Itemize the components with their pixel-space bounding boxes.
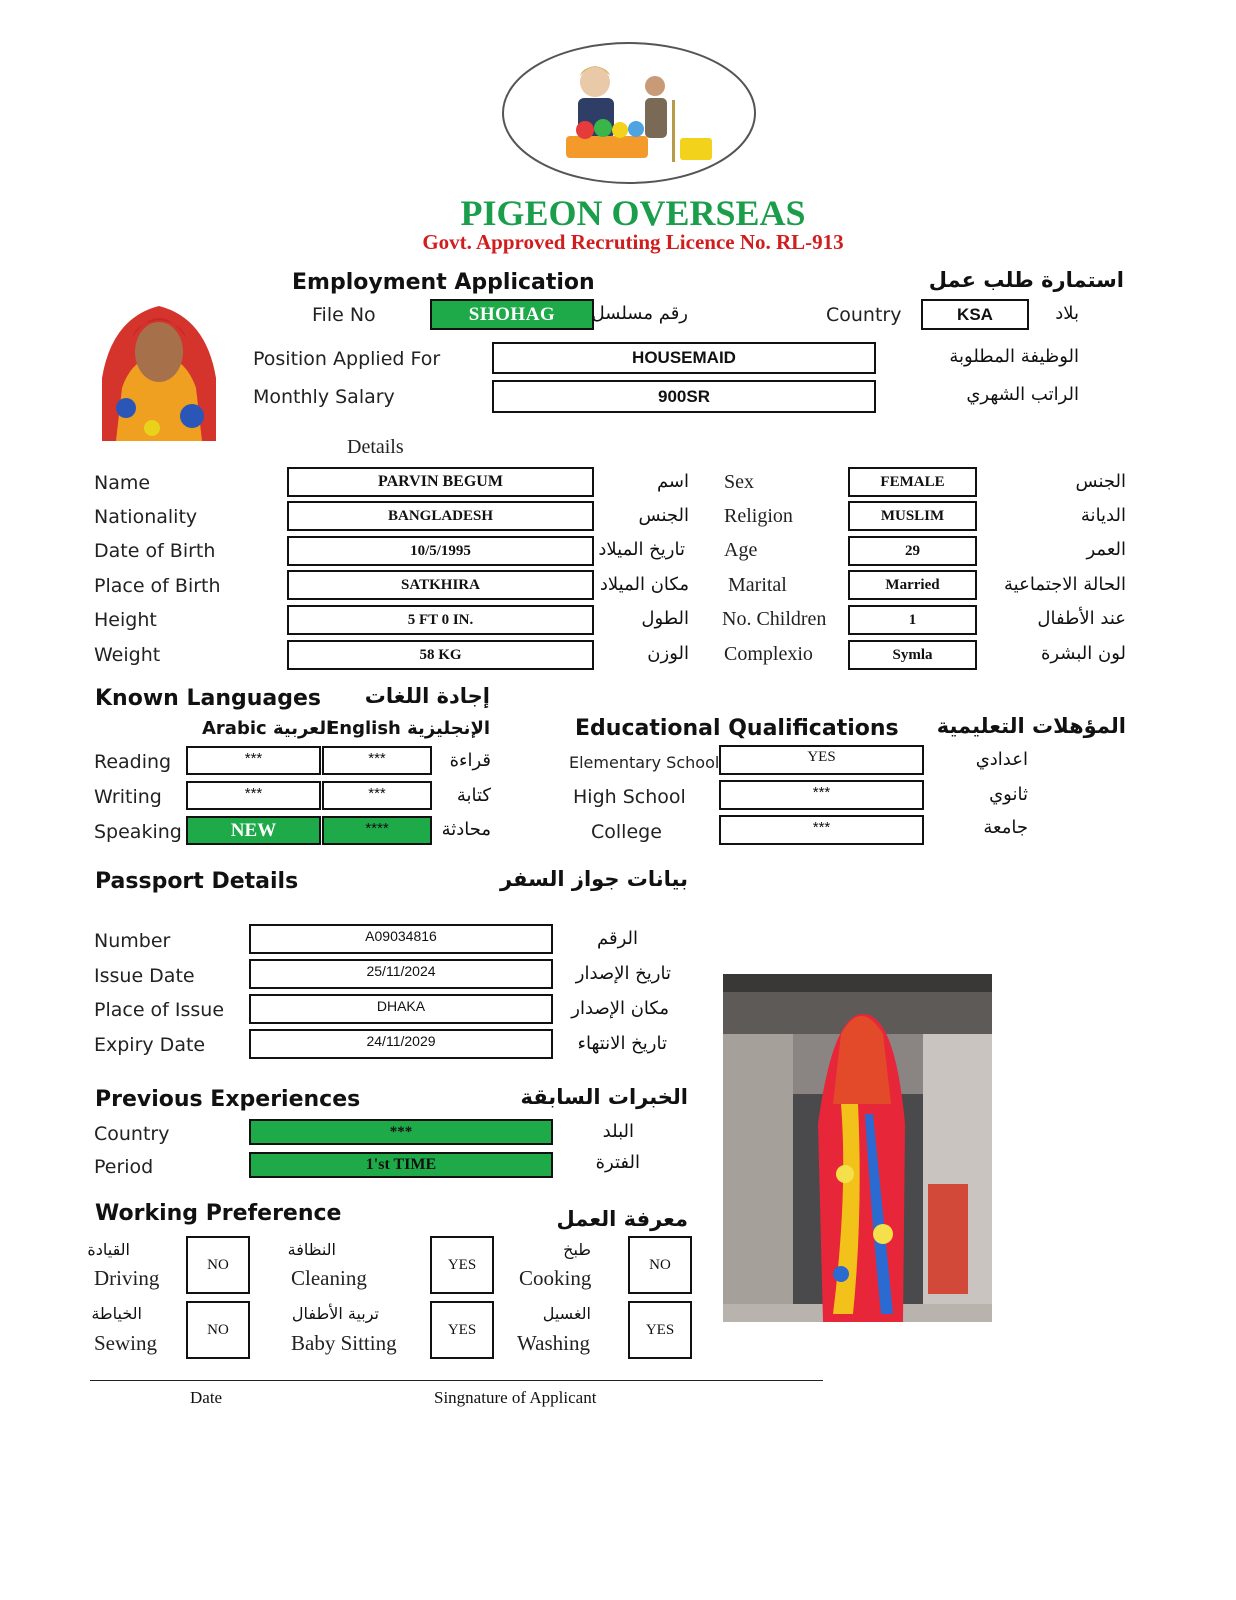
speaking-label-ar: محادثة xyxy=(441,819,491,840)
education-title-ar: المؤهلات التعليمية xyxy=(936,714,1126,738)
writing-english-field[interactable]: *** xyxy=(322,781,432,810)
cleaning-label: Cleaning xyxy=(291,1266,367,1290)
speaking-label: Speaking xyxy=(94,821,182,843)
writing-label: Writing xyxy=(94,786,162,808)
name-field[interactable]: PARVIN BEGUM xyxy=(287,467,594,497)
children-label-ar: عند الأطفال xyxy=(1037,608,1126,629)
languages-col-arabic: Arabic العربية xyxy=(202,718,333,739)
religion-label: Religion xyxy=(724,505,793,527)
sewing-label: Sewing xyxy=(94,1331,157,1355)
complexion-label: Complexio xyxy=(724,643,813,665)
height-field[interactable]: 5 FT 0 IN. xyxy=(287,605,594,635)
height-label: Height xyxy=(94,609,157,631)
experience-period-label-ar: الفترة xyxy=(595,1152,640,1173)
reading-arabic-field[interactable]: *** xyxy=(186,746,321,775)
college-field[interactable]: *** xyxy=(719,815,924,845)
age-label-ar: العمر xyxy=(1086,539,1126,560)
applicant-portrait-photo xyxy=(82,278,236,441)
licence-number: Govt. Approved Recruting Licence No. RL-913 xyxy=(422,230,844,254)
elementary-field[interactable]: YES xyxy=(719,745,924,775)
cooking-field[interactable]: NO xyxy=(628,1236,692,1294)
sewing-label-ar: الخياطة xyxy=(91,1304,142,1323)
cooking-label-ar: طبخ xyxy=(563,1240,591,1259)
writing-arabic-field[interactable]: *** xyxy=(186,781,321,810)
baby-sitting-label-ar: تربية الأطفال xyxy=(291,1304,379,1323)
marital-label-ar: الحالة الاجتماعية xyxy=(1004,574,1126,595)
reading-english-field[interactable]: *** xyxy=(322,746,432,775)
experience-country-field[interactable]: *** xyxy=(249,1119,553,1145)
nationality-label-ar: الجنس xyxy=(638,505,689,526)
driving-field[interactable]: NO xyxy=(186,1236,250,1294)
applicant-full-photo xyxy=(723,974,992,1322)
experience-period-label: Period xyxy=(94,1156,154,1178)
passport-number-label-ar: الرقم xyxy=(596,928,638,949)
children-field[interactable]: 1 xyxy=(848,605,977,635)
dob-label-ar: تاريخ الميلاد xyxy=(598,539,685,560)
experience-title-ar: الخبرات السابقة xyxy=(520,1085,688,1109)
languages-title: Known Languages xyxy=(95,686,322,711)
signature-label: Singnature of Applicant xyxy=(434,1388,597,1407)
languages-col-english: English الإنجليزية xyxy=(327,718,491,739)
passport-title-ar: بيانات جواز السفر xyxy=(499,867,688,891)
reading-label-ar: قراءة xyxy=(449,750,491,771)
expiry-date-field[interactable]: 24/11/2029 xyxy=(249,1029,553,1059)
file-no-label: File No xyxy=(312,304,376,326)
experience-country-label: Country xyxy=(94,1123,170,1145)
country-label-ar: بلاد xyxy=(1055,303,1079,324)
languages-title-ar: إجادة اللغات xyxy=(364,684,490,708)
pob-label: Place of Birth xyxy=(94,575,221,597)
washing-label-ar: الغسيل xyxy=(542,1304,591,1323)
dob-label: Date of Birth xyxy=(94,540,216,562)
age-field[interactable]: 29 xyxy=(848,536,977,566)
application-title: Employment Application xyxy=(292,270,595,295)
place-of-issue-label: Place of Issue xyxy=(94,999,225,1021)
salary-label: Monthly Salary xyxy=(253,386,395,408)
writing-label-ar: كتابة xyxy=(456,785,491,806)
experience-title: Previous Experiences xyxy=(95,1087,361,1112)
weight-label-ar: الوزن xyxy=(647,643,689,664)
position-label-ar: الوظيفة المطلوبة xyxy=(949,346,1079,367)
high-school-label-ar: ثانوي xyxy=(989,784,1028,805)
passport-number-label: Number xyxy=(94,930,171,952)
marital-label: Marital xyxy=(728,574,787,596)
issue-date-label-ar: تاريخ الإصدار xyxy=(575,963,671,984)
file-no-field[interactable]: SHOHAG xyxy=(430,299,594,330)
application-title-ar: استمارة طلب عمل xyxy=(928,268,1124,292)
dob-field[interactable]: 10/5/1995 xyxy=(287,536,594,566)
nationality-label: Nationality xyxy=(94,506,198,528)
footer-divider xyxy=(90,1380,823,1381)
date-label: Date xyxy=(190,1388,223,1407)
experience-period-field[interactable]: 1'st TIME xyxy=(249,1152,553,1178)
elementary-label: Elementary School xyxy=(569,753,720,772)
complexion-label-ar: لون البشرة xyxy=(1040,643,1126,664)
college-label: College xyxy=(591,821,662,843)
file-no-label-ar: رقم مسلسل xyxy=(591,303,688,324)
weight-label: Weight xyxy=(94,644,161,666)
children-label: No. Children xyxy=(722,608,827,630)
cooking-label: Cooking xyxy=(519,1266,592,1290)
passport-number-field[interactable]: A09034816 xyxy=(249,924,553,954)
washing-label: Washing xyxy=(517,1331,590,1355)
sex-field[interactable]: FEMALE xyxy=(848,467,977,497)
speaking-english-field[interactable]: **** xyxy=(322,816,432,845)
sewing-field[interactable]: NO xyxy=(186,1301,250,1359)
pob-field[interactable]: SATKHIRA xyxy=(287,570,594,600)
elementary-label-ar: اعدادي xyxy=(975,749,1028,770)
high-school-field[interactable]: *** xyxy=(719,780,924,810)
country-label: Country xyxy=(826,304,902,326)
preference-title: Working Preference xyxy=(95,1201,342,1226)
age-label: Age xyxy=(724,539,758,561)
driving-label-ar: القيادة xyxy=(87,1240,130,1259)
place-of-issue-label-ar: مكان الإصدار xyxy=(571,998,669,1019)
height-label-ar: الطول xyxy=(641,608,689,629)
issue-date-label: Issue Date xyxy=(94,965,195,987)
nationality-field[interactable]: BANGLADESH xyxy=(287,501,594,531)
cleaning-label-ar: النظافة xyxy=(287,1240,336,1259)
preference-title-ar: معرفة العمل xyxy=(556,1207,688,1231)
baby-sitting-label: Baby Sitting xyxy=(291,1331,397,1355)
country-field[interactable]: KSA xyxy=(921,299,1029,330)
washing-field[interactable]: YES xyxy=(628,1301,692,1359)
salary-field[interactable]: 900SR xyxy=(492,380,876,413)
name-label-ar: اسم xyxy=(656,471,689,492)
college-label-ar: جامعة xyxy=(983,817,1028,838)
position-label: Position Applied For xyxy=(253,348,441,370)
details-title: Details xyxy=(347,436,404,458)
reading-label: Reading xyxy=(94,751,172,773)
religion-label-ar: الديانة xyxy=(1080,505,1126,526)
salary-label-ar: الراتب الشهري xyxy=(966,384,1079,405)
marital-field[interactable]: Married xyxy=(848,570,977,600)
cleaning-field[interactable]: YES xyxy=(430,1236,494,1294)
driving-label: Driving xyxy=(94,1266,160,1290)
expiry-date-label: Expiry Date xyxy=(94,1034,206,1056)
passport-title: Passport Details xyxy=(95,869,299,894)
position-field[interactable]: HOUSEMAID xyxy=(492,342,876,374)
high-school-label: High School xyxy=(573,786,686,808)
place-of-issue-field[interactable]: DHAKA xyxy=(249,994,553,1024)
speaking-arabic-field[interactable]: NEW xyxy=(186,816,321,845)
issue-date-field[interactable]: 25/11/2024 xyxy=(249,959,553,989)
weight-field[interactable]: 58 KG xyxy=(287,640,594,670)
pob-label-ar: مكان الميلاد xyxy=(599,574,689,595)
expiry-date-label-ar: تاريخ الانتهاء xyxy=(577,1033,667,1054)
sex-label: Sex xyxy=(724,471,754,493)
sex-label-ar: الجنس xyxy=(1075,471,1126,492)
education-title: Educational Qualifications xyxy=(575,716,899,741)
name-label: Name xyxy=(94,472,151,494)
baby-sitting-field[interactable]: YES xyxy=(430,1301,494,1359)
experience-country-label-ar: البلد xyxy=(602,1121,634,1142)
company-logo xyxy=(500,40,758,186)
company-name: PIGEON OVERSEAS xyxy=(460,193,806,233)
religion-field[interactable]: MUSLIM xyxy=(848,501,977,531)
complexion-field[interactable]: Symla xyxy=(848,640,977,670)
